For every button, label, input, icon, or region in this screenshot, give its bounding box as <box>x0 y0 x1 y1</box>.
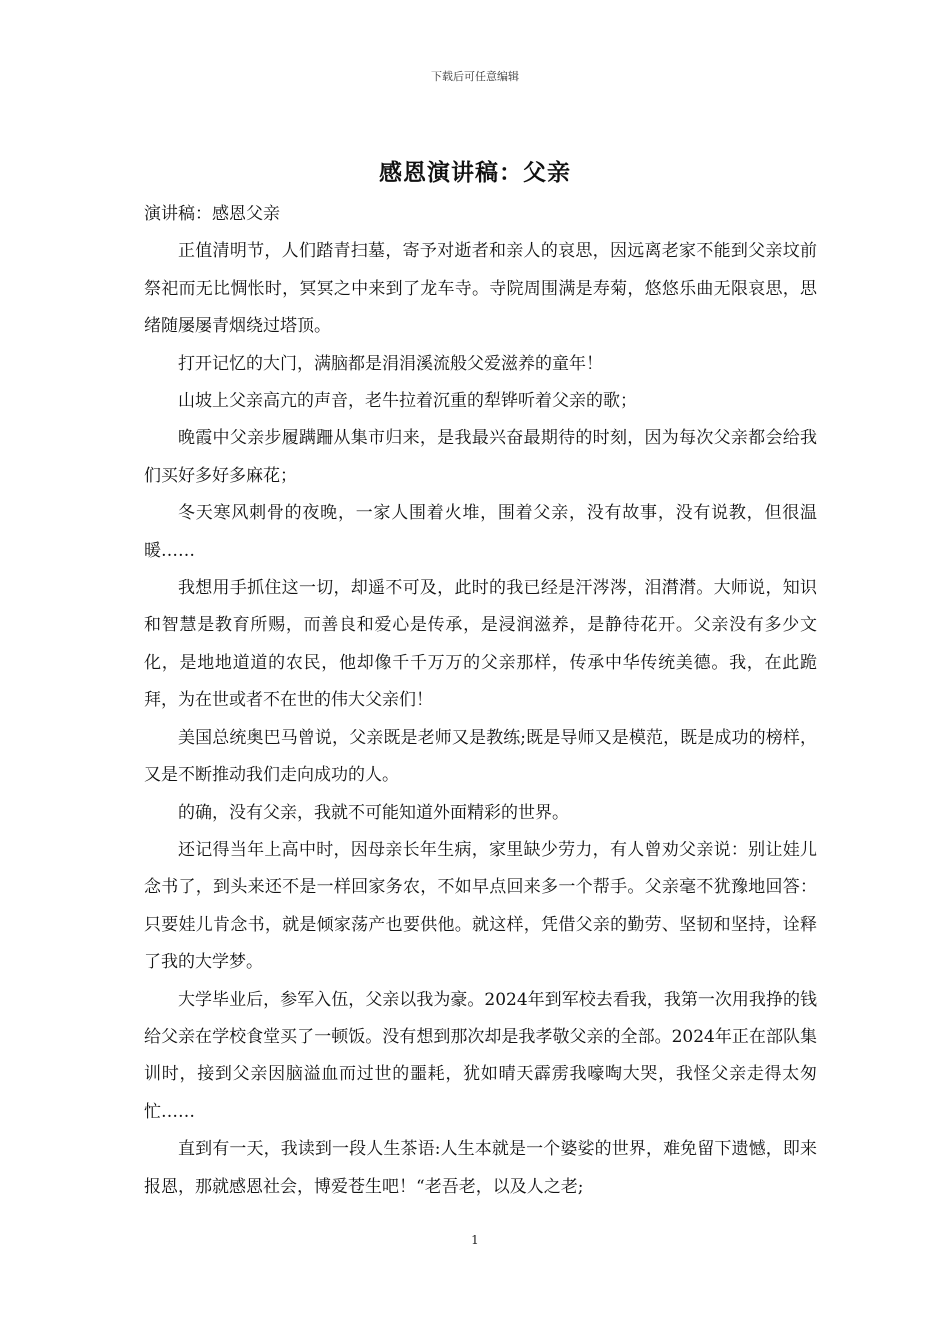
paragraph: 直到有一天，我读到一段人生茶语:人生本就是一个婆娑的世界，难免留下遗憾，即来报恩，那就感恩社会，博爱苍生吧！“老吾老，以及人之老; <box>144 1139 817 1197</box>
paragraph: 大学毕业后，参军入伍，父亲以我为豪。2024年到军校去看我，我第一次用我挣的钱给父亲在学校食堂买了一顿饭。没有想到那次却是我孝敬父亲的全部。2024年正在部队集训时，接到父亲因脑溢血而过世的噩耗，犹如晴天霹雳我嚎啕大哭，我怪父亲走得太匆忙…… <box>144 989 817 1122</box>
paragraph: 的确，没有父亲，我就不可能知道外面精彩的世界。 <box>178 802 569 823</box>
document-title: 感恩演讲稿：父亲 <box>379 160 571 186</box>
page-number: 1 <box>471 1233 479 1247</box>
paragraph: 还记得当年上高中时，因母亲长年生病，家里缺少劳力，有人曾劝父亲说：别让娃儿念书了，到头来还不是一样回家务农，不如早点回来多一个帮手。父亲毫不犹豫地回答：只要娃儿肯念书，就是倾家荡产也要供他。就这样，凭借父亲的勤劳、坚韧和坚持，诠释了我的大学梦。 <box>144 839 817 973</box>
paragraph: 冬天寒风刺骨的夜晚，一家人围着火堆，围着父亲，没有故事，没有说教，但很温暖…… <box>144 503 817 561</box>
paragraph: 我想用手抓住这一切，却遥不可及，此时的我已经是汗涔涔，泪潸潸。大师说，知识和智慧是教育所赐，而善良和爱心是传承，是浸润滋养，是静待花开。父亲没有多少文化，是地地道道的农民，他却像千千万万的父亲那样，传承中华传统美德。我，在此跪拜，为在世或者不在世的伟大父亲们！ <box>144 578 817 711</box>
header-note: 下载后可任意编辑 <box>431 70 519 83</box>
paragraph: 美国总统奥巴马曾说，父亲既是老师又是教练;既是导师又是模范，既是成功的榜样，又是不断推动我们走向成功的人。 <box>144 727 817 786</box>
document-subtitle: 演讲稿：感恩父亲 <box>144 204 280 224</box>
paragraph: 晚霞中父亲步履蹒跚从集市归来，是我最兴奋最期待的时刻，因为每次父亲都会给我们买好多好多麻花； <box>144 428 817 486</box>
paragraph: 山坡上父亲高亢的声音，老牛拉着沉重的犁铧听着父亲的歌； <box>178 391 637 412</box>
document-body <box>144 196 817 1206</box>
paragraph: 正值清明节，人们踏青扫墓，寄予对逝者和亲人的哀思，因远离老家不能到父亲坟前祭祀而无比惆怅时，冥冥之中来到了龙车寺。寺院周围满是寿菊，悠悠乐曲无限哀思，思绪随屡屡青烟绕过塔顶。 <box>144 241 817 337</box>
paragraph: 打开记忆的大门，满脑都是涓涓溪流般父爱滋养的童年！ <box>178 353 603 374</box>
